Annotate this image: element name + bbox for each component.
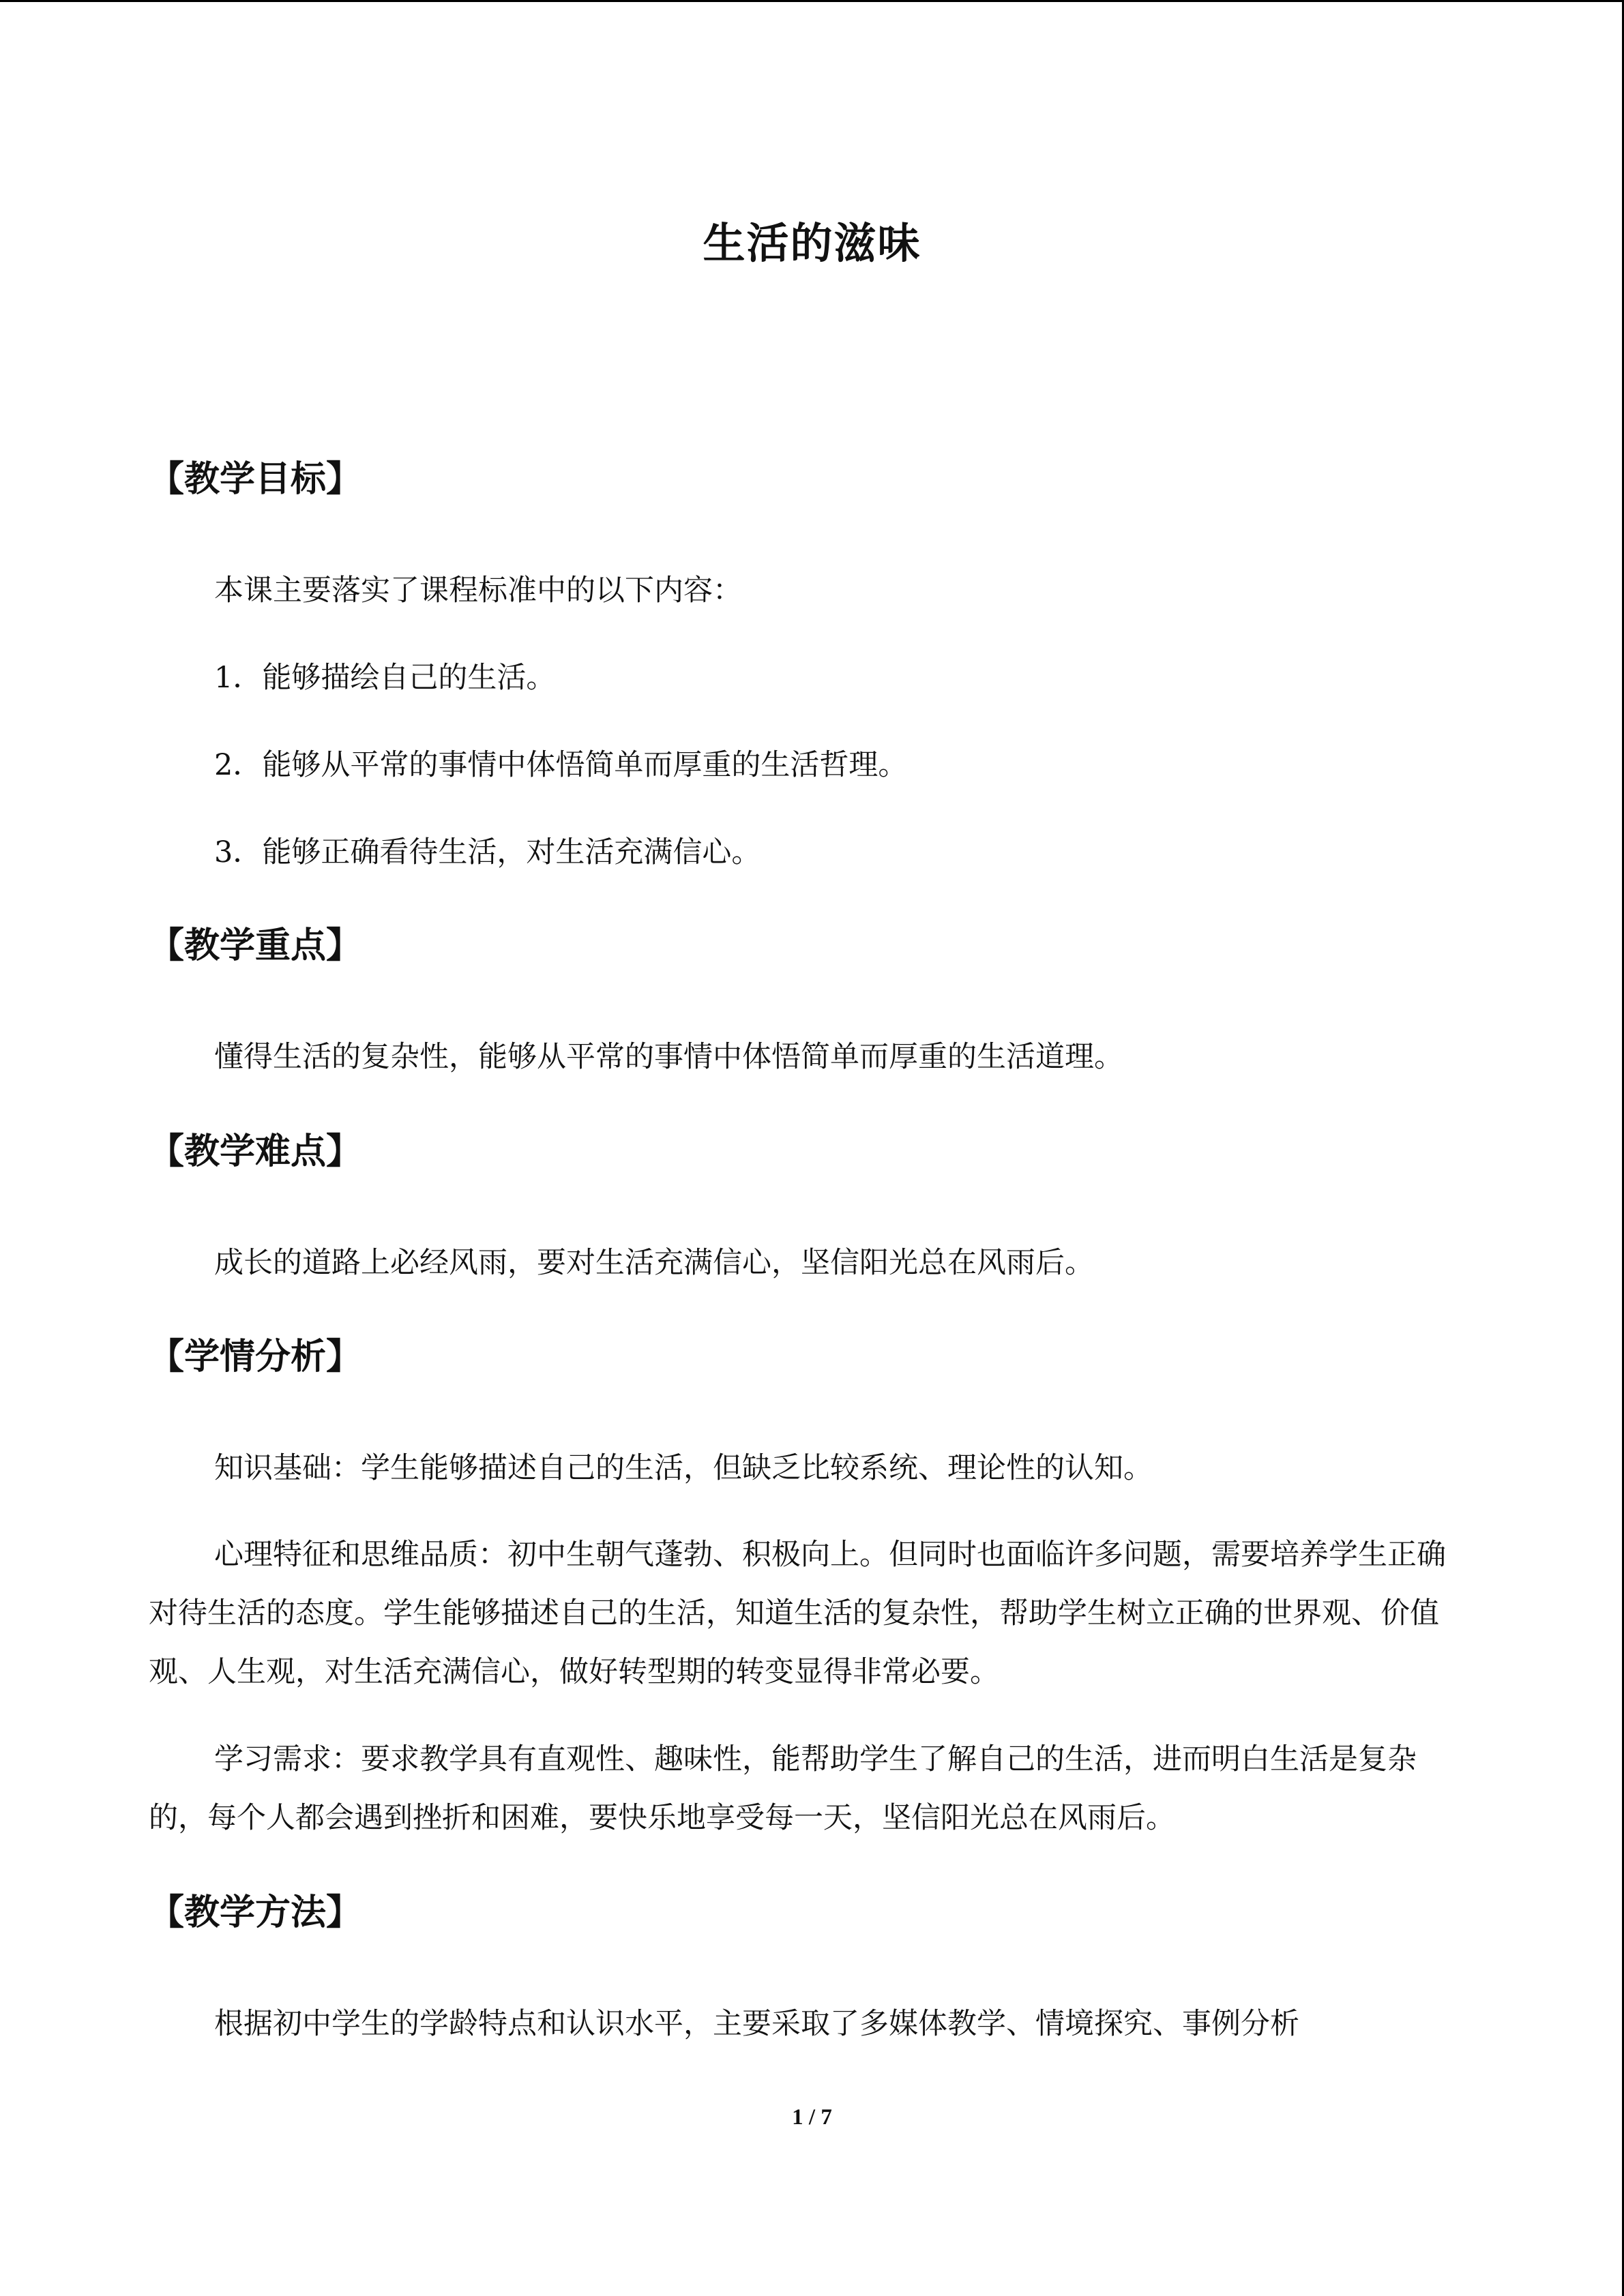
- paragraph: 3．能够正确看待生活，对生活充满信心。: [214, 835, 761, 869]
- paragraph: 懂得生活的复杂性，能够从平常的事情中体悟简单而厚重的生活道理。: [214, 1040, 1123, 1074]
- paragraph: 2．能够从平常的事情中体悟简单而厚重的生活哲理。: [214, 748, 908, 782]
- section-heading-objectives: 【教学目标】: [149, 459, 362, 500]
- page-number: 1 / 7: [792, 2105, 832, 2130]
- paragraph: 学习需求：要求教学具有直观性、趣味性，能帮助学生了解自己的生活，进而明白生活是复杂的，每个人都会遇到挫折和困难，要快乐地享受每一天，坚信阳光总在风雨后。: [149, 1742, 1417, 1835]
- paragraph: 根据初中学生的学龄特点和认识水平，主要采取了多媒体教学、情境探究、事例分析: [214, 2007, 1299, 2041]
- paragraph: 心理特征和思维品质：初中生朝气蓬勃、积极向上。但同时也面临许多问题，需要培养学生正确对待生活的态度。学生能够描述自己的生活，知道生活的复杂性，帮助学生树立正确的世界观、价值观、人生观，对生活充满信心，做好转型期的转变显得非常必要。: [149, 1538, 1446, 1689]
- section-heading-methods: 【教学方法】: [149, 1892, 362, 1933]
- paragraph: 1．能够描绘自己的生活。: [214, 661, 556, 695]
- paragraph: 成长的道路上必经风雨，要对生活充满信心，坚信阳光总在风雨后。: [214, 1246, 1094, 1280]
- paragraph: 知识基础：学生能够描述自己的生活，但缺乏比较系统、理论性的认知。: [214, 1451, 1153, 1485]
- section-heading-difficulties: 【教学难点】: [149, 1131, 362, 1172]
- document-title: 生活的滋味: [703, 218, 921, 268]
- paragraph: 本课主要落实了课程标准中的以下内容：: [214, 573, 742, 608]
- section-heading-learner-analysis: 【学情分析】: [149, 1337, 362, 1377]
- section-heading-key-points: 【教学重点】: [149, 925, 362, 966]
